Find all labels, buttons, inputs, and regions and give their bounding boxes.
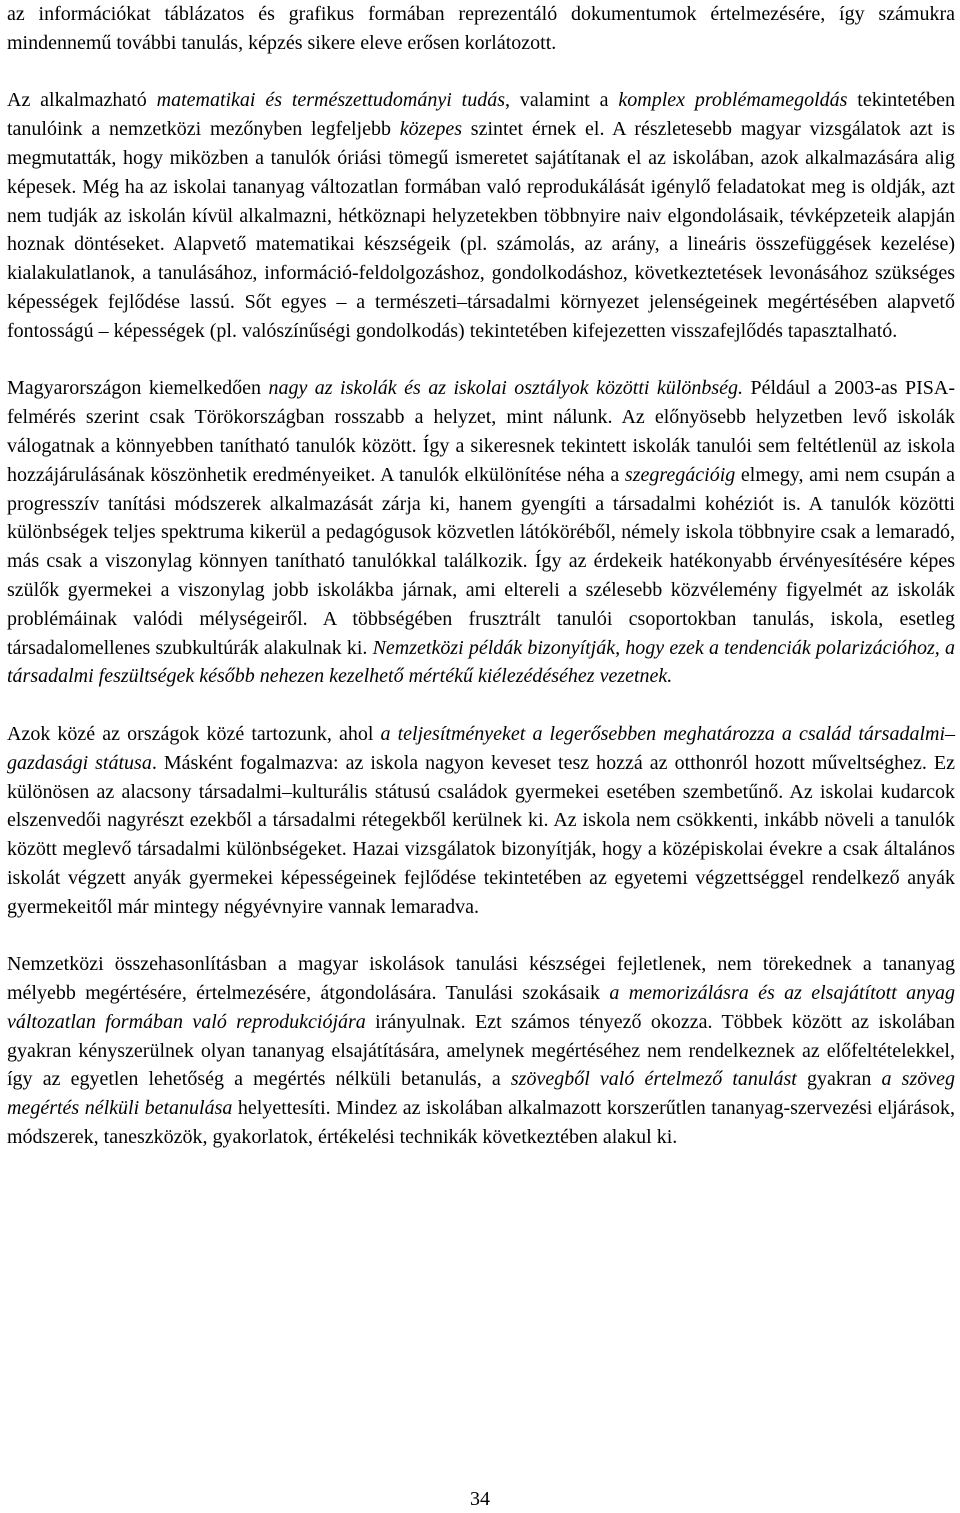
text-run: tekintetében tanulóink a nemzetközi mezőnyben legfeljebb (7, 89, 956, 141)
emphasis-run: Nemzetközi példák bizonyítják, hogy ezek a tendenciák polarizációhoz, a társadalmi feszültségek később nehezen kezelhető mértékű kiélezédéséhez vezetnek. (7, 636, 955, 688)
text-run: szintet érnek el. A részletesebb magyar vizsgálatok azt is megmutatták, hogy miközben a tanulók óriási tömegű ismeretet sajátítanak el az iskolában, azok alkalmazására alig képesek. Még ha az iskolai tananyag változatlan formában való reprodukálását igénylő feladatokat meg is oldják, azt nem tudják az iskolán kívül alkalmazni, hétköznapi helyzetekben többnyire naiv elgondolásaik, tévképzeteik alapján hoznak döntéseket. Alapvető matematikai készségeik (pl. számolás, az arány, a lineáris összefüggések kezelése) kialakulatlanok, a tanulásához, információ-feldolgozáshoz, gondolkodáshoz, következtetések levonásához szükséges képességek fejlődése lassú. Sőt egyes – a természeti–társadalmi környezet jelenségeinek megértésében alapvető fontosságú – képességek (pl. valószínűségi gondolkodás) tekintetében kifejezetten visszafejlődés tapasztalható. (7, 118, 955, 342)
text-run: Például a 2003-as PISA-felmérés szerint csak Törökországban rosszabb a helyzet, mint nálunk. Az előnyösebb helyzetben levő iskolák válogatnak a könnyebben tanítható tanulók között. Így a sikeresnek tekintett iskolák tanulói sem feltétlenül az iskola hozzájárulásának köszönhetik eredményeiket. A tanulók elkülönítése néha a (7, 377, 955, 486)
text-run: helyettesíti. Mindez az iskolában alkalmazott korszerűtlen tananyag-szervezési eljárások, módszerek, taneszközök, gyakorlatok, értékelési technikák következtében alakul ki. (7, 1097, 955, 1149)
emphasis-run: matematikai és természettudományi tudás (156, 89, 505, 112)
paragraph-4 (7, 720, 955, 922)
text-run: Magyarországon kiemelkedően (7, 377, 269, 400)
body-text (7, 0, 955, 1152)
emphasis-run: a memorizálásra és az elsajátított anyag változatlan formában való reprodukciójára (7, 982, 956, 1033)
paragraph-1 (7, 0, 955, 58)
emphasis-run: szövegből való értelmező tanulást (510, 1068, 797, 1091)
text-run: gyakran (796, 1068, 882, 1091)
text-run: Nemzetközi összehasonlításban a magyar iskolások tanulási készségei fejletlenek, nem törekednek a tananyag mélyebb megértésére, értelmezésére, átgondolására. Tanulási szokásaik (7, 953, 955, 1005)
text-run: az információkat táblázatos és grafikus formában reprezentáló dokumentumok értelmezésére, így számukra mindennemű további tanulás, képzés sikere eleve erősen korlátozott. (7, 3, 955, 54)
emphasis-run: nagy az iskolák és az iskolai osztályok közötti különbség. (268, 377, 743, 400)
text-run: Azok közé az országok közé tartozunk, ahol (7, 722, 381, 745)
page-number: 34 (470, 1488, 490, 1510)
text-run: . Másként fogalmazva: az iskola nagyon keveset tesz hozzá az otthonról hozott műveltséghez. Ez különösen az alacsony társadalmi–kulturális státusú családok gyermekei esetében szembetűnő. Az iskolai kudarcok elszenvedői nagyrészt ezekből a társadalmi rétegekből kerülnek ki. Az iskola nem csökkenti, inkább növeli a tanulók között meglevő társadalmi különbségeket. Hazai vizsgálatok bizonyítják, hogy a középiskolai évekre a csak általános iskolát végzett anyák gyermekei képességeinek fejlődése tekintetében az egyetemi végzettséggel rendelkező anyák gyermekeitől már mintegy négyévnyire vannak lemaradva. (7, 751, 955, 918)
emphasis-run: szegregációig (624, 463, 736, 486)
text-run: elmegy, ami nem csupán a progresszív tanítási módszerek alkalmazását zárja ki, hanem gyengíti a társadalmi kohéziót is. A tanulók közötti különbségek teljes spektruma kikerül a pedagógusok közvetlen látóköréből, némely iskola többnyire csak a lemaradó, más csak a viszonylag könnyen tanítható tanulókkal találkozik. Így az érdekeik hatékonyabb érvényesítésére képes szülők gyermekei a viszonylag jobb iskolákba járnak, ami eltereli a szélesebb közvélemény figyelmét az iskolák problémáinak valódi mélységeiről. A többségében frusztrált tanulói csoportokban tanulás, iskola, esetleg társadalomellenes szubkultúrák alakulnak ki. (7, 463, 956, 659)
paragraph-3 (7, 374, 955, 691)
emphasis-run: komplex problémamegoldás (618, 89, 848, 112)
text-run: irányulnak. Ezt számos tényező okozza. Többek között az iskolában gyakran kényszerülnek olyan tananyag elsajátítására, amelynek megértéséhez nem rendelkeznek az előfeltételekkel, így az egyetlen lehetőség a megértés nélküli betanulás, a (7, 1010, 956, 1091)
paragraph-2 (7, 86, 955, 345)
text-run: Az alkalmazható (7, 89, 157, 112)
paragraph-5 (7, 950, 955, 1152)
emphasis-run: közepes (399, 118, 462, 141)
document-page (7, 0, 955, 1152)
emphasis-run: a szöveg megértés nélküli betanulása (7, 1068, 955, 1120)
text-run: , valamint a (505, 89, 619, 112)
emphasis-run: a teljesítményeket a legerősebben meghatározza a család társadalmi–gazdasági státusa (7, 722, 955, 774)
